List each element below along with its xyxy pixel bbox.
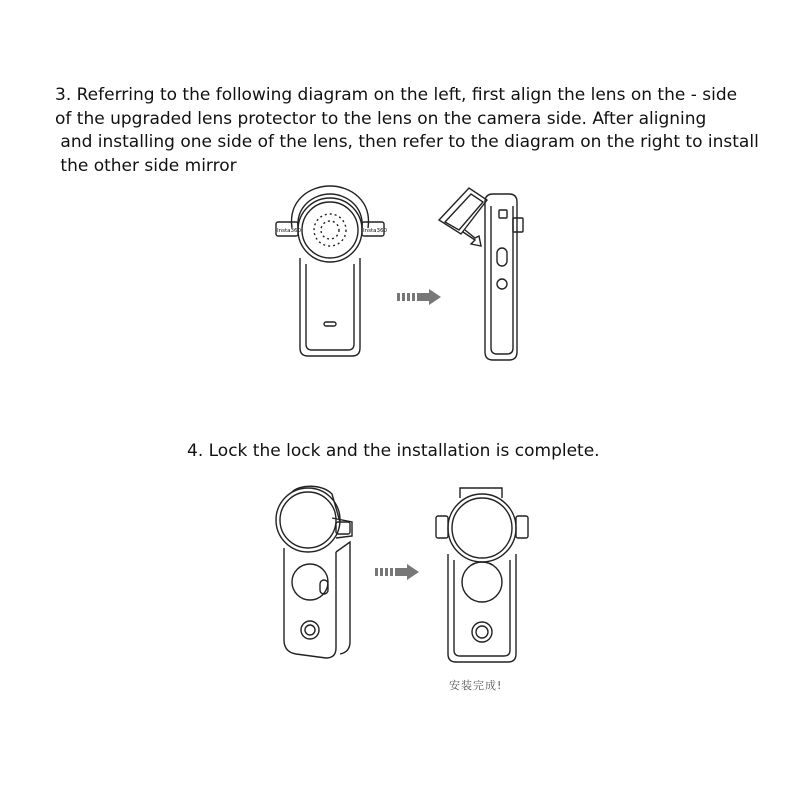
step4-instructions: 4. Lock the lock and the installation is complete.: [187, 441, 600, 461]
step3-front-camera-diagram: [270, 180, 390, 360]
step3-line-3: and installing one side of the lens, then refer to the diagram on the right to install: [55, 132, 759, 152]
step4-complete-front-diagram: [432, 484, 532, 666]
step4-arrow-icon: [375, 563, 421, 581]
insta360-label-right: Insta360: [363, 228, 387, 234]
step3-line-2: of the upgraded lens protector to the lens on the camera side. After aligning: [55, 108, 707, 129]
completion-caption: 安装完成!: [449, 679, 503, 692]
step4-lock-angled-diagram: [270, 482, 370, 662]
insta360-label-left: Insta360: [277, 228, 301, 234]
step3-line-4: the other side mirror: [55, 155, 237, 176]
step3-instructions: [55, 84, 775, 178]
step3-line-1: 3. Referring to the following diagram on the left, first align the lens on the - side: [55, 85, 738, 105]
step3-side-install-diagram: [435, 182, 535, 364]
